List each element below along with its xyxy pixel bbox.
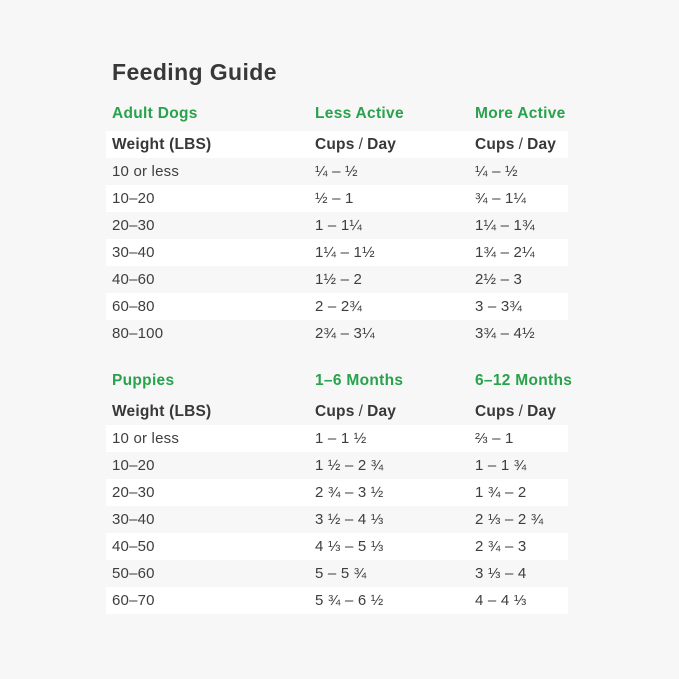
slash-separator: /: [518, 135, 524, 153]
cups-cell-more-active: 1¼ – 1¾: [475, 217, 535, 234]
table-row: [106, 320, 568, 347]
cups-day-header-1-6-months: [315, 403, 475, 421]
cups-cell-6-12-months: 4 – 4 ⅓: [475, 592, 527, 609]
table-row: [106, 560, 568, 587]
cups-cell-6-12-months: 3 ⅓ – 4: [475, 565, 527, 582]
page-title: Feeding Guide: [112, 59, 277, 85]
table-row: [106, 158, 568, 185]
table-row: [106, 452, 568, 479]
day-label: Day: [527, 402, 557, 420]
cups-cell-more-active: 3 – 3¾: [475, 298, 523, 315]
adult-dogs-header-row: [106, 131, 568, 158]
table-row: [106, 479, 568, 506]
weight-cell: 60–80: [112, 298, 155, 315]
cups-cell-less-active: ¼ – ½: [315, 163, 358, 180]
weight-cell: 20–30: [112, 217, 155, 234]
cups-cell-less-active: 1¼ – 1½: [315, 244, 375, 261]
puppies-header-row: [106, 398, 568, 425]
weight-cell: 50–60: [112, 565, 155, 582]
cups-label: Cups: [475, 402, 515, 420]
cups-cell-6-12-months: 2 ¾ – 3: [475, 538, 527, 555]
column-label-6-12-months: 6–12 Months: [475, 372, 573, 389]
cups-label: Cups: [315, 135, 355, 153]
cups-cell-more-active: ¼ – ½: [475, 163, 518, 180]
day-label: Day: [527, 135, 557, 153]
cups-cell-less-active: 2¾ – 3¼: [315, 325, 375, 342]
day-label: Day: [367, 402, 397, 420]
cups-cell-less-active: 1 – 1¼: [315, 217, 363, 234]
table-row: [106, 506, 568, 533]
cups-cell-1-6-months: 3 ½ – 4 ⅓: [315, 511, 384, 528]
cups-day-header-less-active: [315, 136, 475, 154]
section-label-puppies: Puppies: [112, 372, 175, 389]
cups-cell-less-active: ½ – 1: [315, 190, 354, 207]
weight-cell: 60–70: [112, 592, 155, 609]
cups-cell-1-6-months: 1 – 1 ½: [315, 430, 367, 447]
table-row: [106, 425, 568, 452]
table-row: [106, 293, 568, 320]
weight-cell: 10–20: [112, 457, 155, 474]
cups-cell-1-6-months: 2 ¾ – 3 ½: [315, 484, 384, 501]
cups-cell-6-12-months: 1 ¾ – 2: [475, 484, 527, 501]
weight-header: Weight (LBS): [112, 402, 212, 420]
column-label-1-6-months: 1–6 Months: [315, 372, 404, 389]
cups-day-header-more-active: [475, 136, 568, 154]
cups-cell-more-active: ¾ – 1¼: [475, 190, 527, 207]
table-row: [106, 239, 568, 266]
cups-cell-less-active: 1½ – 2: [315, 271, 363, 288]
slash-separator: /: [358, 135, 364, 153]
cups-cell-6-12-months: 1 – 1 ¾: [475, 457, 527, 474]
day-label: Day: [367, 135, 397, 153]
weight-header: Weight (LBS): [112, 135, 212, 153]
section-label-adult-dogs: Adult Dogs: [112, 105, 198, 122]
cups-cell-1-6-months: 4 ⅓ – 5 ⅓: [315, 538, 384, 555]
puppies-section-header: [106, 372, 573, 389]
weight-cell: 40–50: [112, 538, 155, 555]
adult-dogs-table: [106, 105, 568, 347]
weight-cell: 10 or less: [112, 163, 180, 180]
slash-separator: /: [358, 402, 364, 420]
weight-cell: 20–30: [112, 484, 155, 501]
adult-dogs-section-header: [106, 105, 568, 122]
weight-cell: 30–40: [112, 511, 155, 528]
weight-cell: 30–40: [112, 244, 155, 261]
cups-cell-more-active: 2½ – 3: [475, 271, 523, 288]
slash-separator: /: [518, 402, 524, 420]
table-row: [106, 185, 568, 212]
weight-cell: 40–60: [112, 271, 155, 288]
cups-cell-6-12-months: 2 ⅓ – 2 ¾: [475, 511, 544, 528]
column-label-more-active: More Active: [475, 105, 566, 122]
feeding-guide-content: [106, 58, 573, 614]
puppies-table: [106, 372, 573, 614]
table-row: [106, 212, 568, 239]
weight-cell: 10–20: [112, 190, 155, 207]
cups-label: Cups: [315, 402, 355, 420]
table-row: [106, 266, 568, 293]
cups-cell-1-6-months: 1 ½ – 2 ¾: [315, 457, 384, 474]
cups-cell-1-6-months: 5 – 5 ¾: [315, 565, 367, 582]
cups-cell-6-12-months: ⅔ – 1: [475, 430, 514, 447]
column-label-less-active: Less Active: [315, 105, 404, 122]
cups-cell-more-active: 3¾ – 4½: [475, 325, 535, 342]
cups-cell-1-6-months: 5 ¾ – 6 ½: [315, 592, 384, 609]
cups-cell-less-active: 2 – 2¾: [315, 298, 363, 315]
cups-day-header-6-12-months: [475, 403, 568, 421]
weight-cell: 10 or less: [112, 430, 180, 447]
weight-cell: 80–100: [112, 325, 164, 342]
table-row: [106, 587, 568, 614]
table-row: [106, 533, 568, 560]
cups-cell-more-active: 1¾ – 2¼: [475, 244, 535, 261]
cups-label: Cups: [475, 135, 515, 153]
